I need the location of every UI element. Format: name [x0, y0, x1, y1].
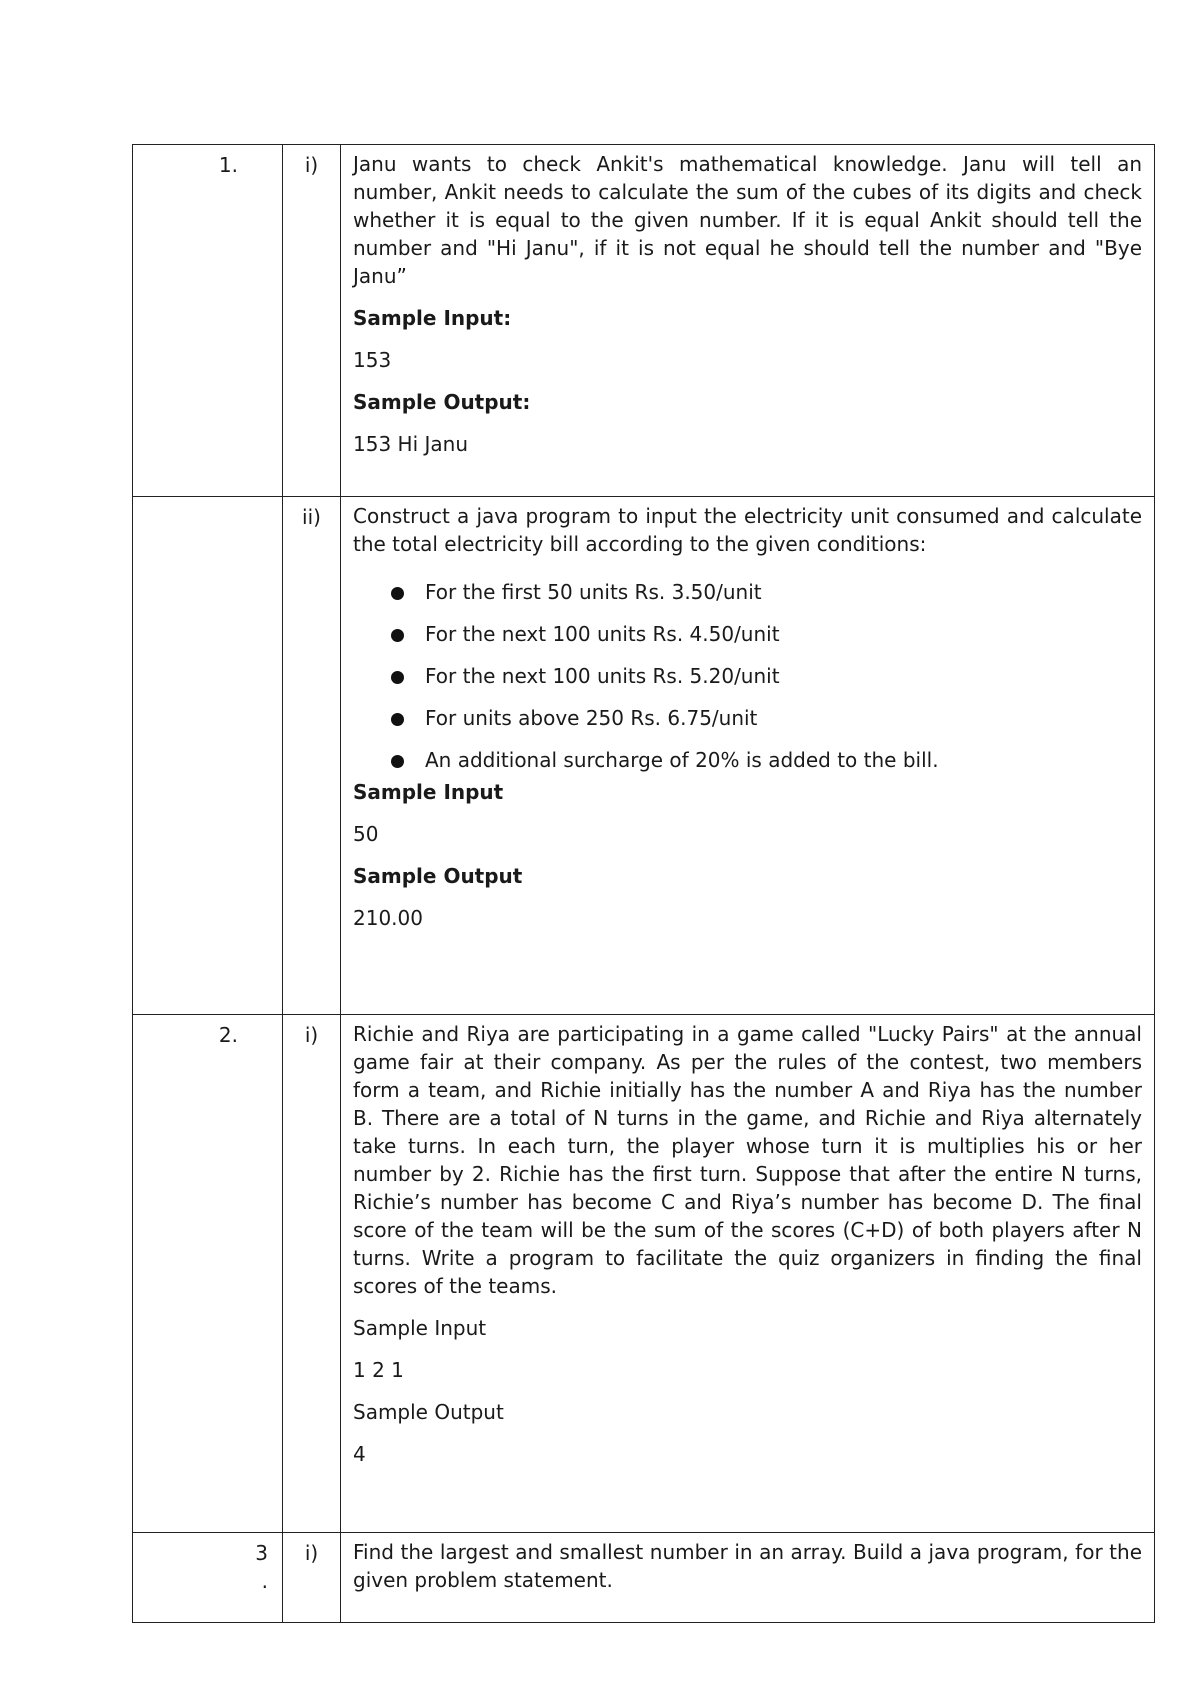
- table-row: [133, 1533, 1155, 1623]
- list-item-text: For the first 50 units Rs. 3.50/unit: [425, 580, 762, 604]
- question-content: [341, 145, 1155, 497]
- list-item: [391, 704, 1142, 732]
- table-row: [133, 1015, 1155, 1533]
- sample-output-label: Sample Output:: [353, 390, 531, 414]
- question-text: Richie and Riya are participating in a game called "Lucky Pairs" at the annual game fair at their company. As per the rules of the contest, two members form a team, and Richie initially has the number A and Riya has the number B. There are a total of N turns in the game, and Richie and Riya alternately take turns. In each turn, the player whose turn it is multiplies his or her number by 2. Richie has the first turn. Suppose that after the entire N turns, Richie’s number has become C and Riya’s number has become D. The final score of the team will be the sum of the scores (C+D) of both players after N turns. Write a program to facilitate the quiz organizers in finding the final scores of the teams.: [353, 1022, 1142, 1298]
- question-number: 2.: [133, 1015, 283, 1533]
- sample-output-value: 4: [353, 1442, 366, 1466]
- part-label: i): [283, 145, 341, 497]
- list-item-text: For the next 100 units Rs. 5.20/unit: [425, 664, 780, 688]
- table-row: [133, 145, 1155, 497]
- list-item-text: For the next 100 units Rs. 4.50/unit: [425, 622, 780, 646]
- sample-input-value: 153: [353, 348, 392, 372]
- bullet-icon: [391, 587, 404, 600]
- list-item-text: For units above 250 Rs. 6.75/unit: [425, 706, 758, 730]
- table-row: [133, 497, 1155, 1015]
- sample-output-label: Sample Output: [353, 1400, 504, 1424]
- question-text: Construct a java program to input the electricity unit consumed and calculate the total electricity bill according to the given conditions:: [353, 504, 1142, 556]
- sample-output-label: Sample Output: [353, 864, 523, 888]
- question-content: [341, 1015, 1155, 1533]
- question-number-empty: [133, 497, 283, 1015]
- part-label: i): [283, 1015, 341, 1533]
- sample-input-label: Sample Input: [353, 1316, 487, 1340]
- question-text: Find the largest and smallest number in an array. Build a java program, for the given problem statement.: [353, 1540, 1142, 1592]
- bullet-icon: [391, 629, 404, 642]
- part-label: ii): [283, 497, 341, 1015]
- bullet-icon: [391, 713, 404, 726]
- sample-input-label: Sample Input: [353, 780, 504, 804]
- bullet-icon: [391, 755, 404, 768]
- list-item-text: An additional surcharge of 20% is added to the bill.: [425, 748, 939, 772]
- question-text: Janu wants to check Ankit's mathematical knowledge. Janu will tell an number, Ankit needs to calculate the sum of the cubes of its digits and check whether it is equal to the given number. If it is equal Ankit should tell the number and "Hi Janu", if it is not equal he should tell the number and "Bye Janu”: [353, 152, 1142, 288]
- part-label: i): [283, 1533, 341, 1623]
- conditions-list: [353, 578, 1142, 774]
- bullet-icon: [391, 671, 404, 684]
- question-number: 3 .: [133, 1533, 283, 1623]
- list-item: [391, 662, 1142, 690]
- sample-output-value: 153 Hi Janu: [353, 432, 468, 456]
- sample-input-label: Sample Input:: [353, 306, 512, 330]
- sample-input-value: 50: [353, 822, 379, 846]
- list-item: [391, 746, 1142, 774]
- list-item: [391, 578, 1142, 606]
- question-content: [341, 1533, 1155, 1623]
- sample-input-value: 1 2 1: [353, 1358, 404, 1382]
- sample-output-value: 210.00: [353, 906, 423, 930]
- question-content: [341, 497, 1155, 1015]
- list-item: [391, 620, 1142, 648]
- question-number: 1.: [133, 145, 283, 497]
- question-table: [132, 144, 1155, 1623]
